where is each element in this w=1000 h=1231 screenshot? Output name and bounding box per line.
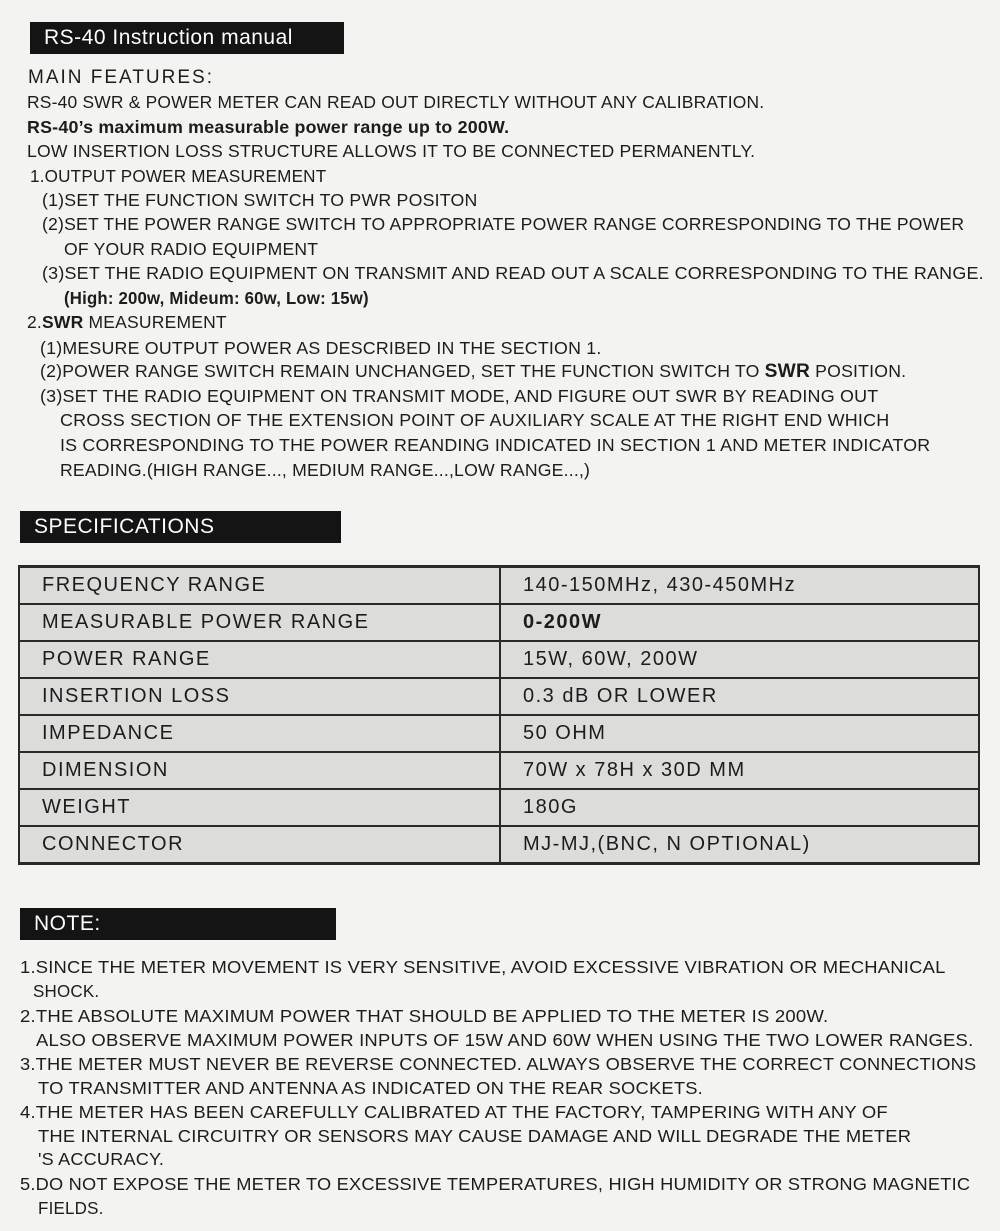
table-row <box>19 604 979 641</box>
section2-step: (3)SET THE RADIO EQUIPMENT ON TRANSMIT MODE, AND FIGURE OUT SWR BY READING OUT <box>40 386 879 406</box>
note-line-cont: FIELDS. <box>38 1198 104 1218</box>
note-line-cont: ALSO OBSERVE MAXIMUM POWER INPUTS OF 15W AND 60W WHEN USING THE TWO LOWER RANGES. <box>36 1030 974 1050</box>
section2-swr: SWR <box>42 312 84 332</box>
note-line-cont: TO TRANSMITTER AND ANTENNA AS INDICATED ON THE REAR SOCKETS. <box>38 1078 703 1098</box>
spec-label: IMPEDANCE <box>19 715 500 752</box>
section1-step: (1)SET THE FUNCTION SWITCH TO PWR POSITON <box>42 190 478 210</box>
spec-label: WEIGHT <box>19 789 500 826</box>
section1-step-cont: OF YOUR RADIO EQUIPMENT <box>64 239 319 259</box>
note-line: 3.THE METER MUST NEVER BE REVERSE CONNECTED. ALWAYS OBSERVE THE CORRECT CONNECTIONS <box>20 1054 977 1074</box>
features-heading: MAIN FEATURES: <box>28 67 214 88</box>
note-heading: NOTE: <box>20 908 336 940</box>
section1-heading: 1.OUTPUT POWER MEASUREMENT <box>30 166 327 186</box>
note-line: 4.THE METER HAS BEEN CAREFULLY CALIBRATED AT THE FACTORY, TAMPERING WITH ANY OF <box>20 1102 888 1122</box>
spec-value: 0-200W <box>500 604 979 641</box>
note-line-cont: THE INTERNAL CIRCUITRY OR SENSORS MAY CAUSE DAMAGE AND WILL DEGRADE THE METER <box>38 1126 912 1146</box>
spec-value: 180G <box>500 789 979 826</box>
feature-line: RS-40 SWR & POWER METER CAN READ OUT DIRECTLY WITHOUT ANY CALIBRATION. <box>27 92 765 112</box>
section2-title-rest: MEASUREMENT <box>83 312 227 332</box>
note-line: 2.THE ABSOLUTE MAXIMUM POWER THAT SHOULD BE APPLIED TO THE METER IS 200W. <box>20 1006 829 1026</box>
spec-label: CONNECTOR <box>19 826 500 864</box>
section2-step: (1)MESURE OUTPUT POWER AS DESCRIBED IN THE SECTION 1. <box>40 338 602 358</box>
spec-label: INSERTION LOSS <box>19 678 500 715</box>
spec-label: MEASURABLE POWER RANGE <box>19 604 500 641</box>
spec-label: POWER RANGE <box>19 641 500 678</box>
section2-step-cont: READING.(HIGH RANGE..., MEDIUM RANGE...,LOW RANGE...,) <box>60 460 591 480</box>
spec-value: 50 OHM <box>500 715 979 752</box>
table-row <box>19 567 979 605</box>
specifications-table <box>18 565 980 865</box>
section2-swr-word: SWR <box>764 361 811 382</box>
table-row <box>19 641 979 678</box>
table-row <box>19 789 979 826</box>
manual-title: RS-40 Instruction manual <box>30 22 344 54</box>
spec-value: MJ-MJ,(BNC, N OPTIONAL) <box>500 826 979 864</box>
section2-step-text: (2)POWER RANGE SWITCH REMAIN UNCHANGED, SET THE FUNCTION SWITCH TO <box>40 361 765 381</box>
power-ranges-note: (High: 200w, Mideum: 60w, Low: 15w) <box>64 288 369 308</box>
section2-step-end: POSITION. <box>810 361 907 381</box>
spec-value: 70W x 78H x 30D MM <box>500 752 979 789</box>
spec-label: FREQUENCY RANGE <box>19 567 500 605</box>
section2-number: 2. <box>27 312 42 332</box>
feature-line-bold: RS-40’s maximum measurable power range up to 200W. <box>27 117 510 137</box>
feature-line: LOW INSERTION LOSS STRUCTURE ALLOWS IT TO BE CONNECTED PERMANENTLY. <box>27 141 756 161</box>
table-row <box>19 826 979 864</box>
table-row <box>19 678 979 715</box>
section1-step: (3)SET THE RADIO EQUIPMENT ON TRANSMIT AND READ OUT A SCALE CORRESPONDING TO THE RANGE. <box>42 263 984 283</box>
note-line-cont: 'S ACCURACY. <box>38 1149 165 1169</box>
spec-label: DIMENSION <box>19 752 500 789</box>
note-line: 1.SINCE THE METER MOVEMENT IS VERY SENSITIVE, AVOID EXCESSIVE VIBRATION OR MECHANICAL <box>20 957 946 977</box>
section2-step-cont: IS CORRESPONDING TO THE POWER REANDING INDICATED IN SECTION 1 AND METER INDICATOR <box>60 435 931 455</box>
section2-step-cont: CROSS SECTION OF THE EXTENSION POINT OF AUXILIARY SCALE AT THE RIGHT END WHICH <box>60 410 890 430</box>
section2-step <box>40 359 906 384</box>
table-row <box>19 752 979 789</box>
section2-heading <box>27 310 227 334</box>
spec-value: 0.3 dB OR LOWER <box>500 678 979 715</box>
specifications-heading: SPECIFICATIONS <box>20 511 341 543</box>
spec-value: 140-150MHz, 430-450MHz <box>500 567 979 605</box>
section1-step: (2)SET THE POWER RANGE SWITCH TO APPROPRIATE POWER RANGE CORRESPONDING TO THE POWER <box>42 214 965 234</box>
spec-value: 15W, 60W, 200W <box>500 641 979 678</box>
note-line-cont: SHOCK. <box>33 981 100 1001</box>
note-line: 5.DO NOT EXPOSE THE METER TO EXCESSIVE TEMPERATURES, HIGH HUMIDITY OR STRONG MAGNETIC <box>20 1174 971 1194</box>
table-row <box>19 715 979 752</box>
